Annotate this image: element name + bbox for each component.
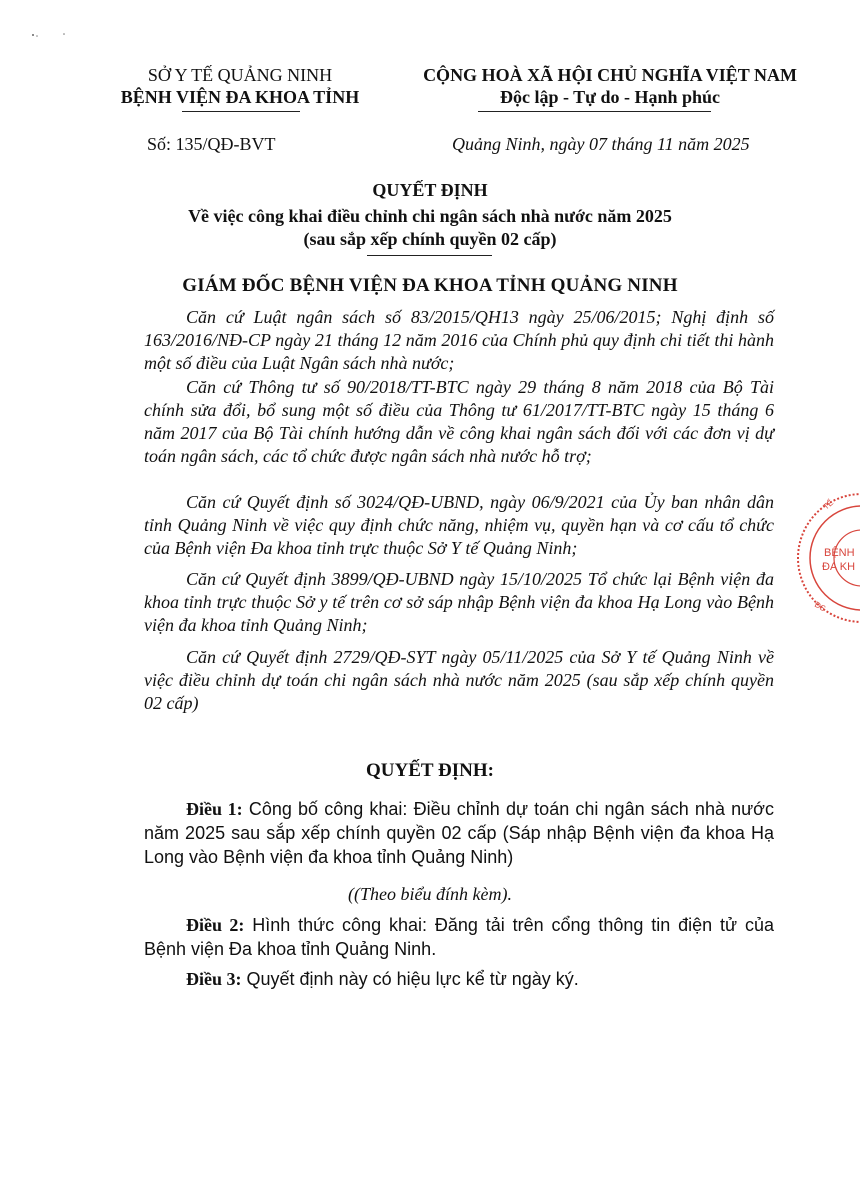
agency-name: BỆNH VIỆN ĐA KHOA TỈNH [120,87,360,107]
svg-text:ĐS: ĐS [813,599,828,614]
national-motto [400,64,820,108]
seal-line2: ĐA KH [822,561,856,573]
document-subtitle-line2: (sau sắp xếp chính quyền 02 cấp) [303,229,557,249]
official-seal-icon [790,488,860,628]
article-3 [144,967,774,991]
article-text: Hình thức công khai: Đăng tải trên cổng thông tin điện tử của Bệnh viện Đa khoa tỉnh Quảng Ninh. [144,915,774,959]
article-text: Quyết định này có hiệu lực kể từ ngày ký. [246,969,579,989]
agency-underline [182,111,300,112]
svg-text:TẾ: TẾ [821,498,836,512]
decision-heading: QUYẾT ĐỊNH: [366,760,494,781]
document-subtitle-line1: Về việc công khai điều chỉnh chi ngân sách nhà nước năm 2025 [188,206,672,226]
article-text: Công bố công khai: Điều chỉnh dự toán chi ngân sách nhà nước năm 2025 sau sắp xếp chính quyền 02 cấp (Sáp nhập Bệnh viện đa khoa Hạ Long vào Bệnh viện đa khoa tỉnh Quảng Ninh) [144,799,774,867]
scan-mark-icon [30,30,70,40]
legal-basis: Căn cứ Luật ngân sách số 83/2015/QH13 ngày 25/06/2015; Nghị định số 163/2016/NĐ-CP ngày 21 tháng 12 năm 2016 của Chính phủ quy định chi tiết thi hành một số điều của Luật Ngân sách nhà nước; [144,307,774,373]
article-label: Điều 2: [186,915,245,935]
agency-parent: SỞ Y TẾ QUẢNG NINH [147,65,333,85]
document-number: Số: 135/QĐ-BVT [147,134,276,154]
legal-basis: Căn cứ Thông tư số 90/2018/TT-BTC ngày 29 tháng 8 năm 2018 của Bộ Tài chính sửa đổi, bổ sung một số điều của Thông tư 61/2017/TT-BTC ngày 15 tháng 6 năm 2017 của Bộ Tài chính hướng dẫn về công khai ngân sách đối với các đơn vị dự toán ngân sách, các tổ chức được ngân sách nhà nước hỗ trợ; [144,377,774,466]
attachment-note: ((Theo biểu đính kèm). [348,884,512,904]
motto-underline [478,111,711,112]
place-date: Quảng Ninh, ngày 07 tháng 11 năm 2025 [452,134,750,154]
document-title: QUYẾT ĐỊNH [372,180,488,200]
legal-basis: Căn cứ Quyết định 2729/QĐ-SYT ngày 05/11/2025 của Sở Y tế Quảng Ninh về việc điều chỉnh dự toán chi ngân sách nhà nước năm 2025 (sau sắp xếp chính quyền 02 cấp) [144,647,774,713]
subtitle-underline [367,255,492,256]
article-label: Điều 1: [186,799,243,819]
issuing-authority: GIÁM ĐỐC BỆNH VIỆN ĐA KHOA TỈNH QUẢNG NINH [182,275,678,296]
article-2 [144,913,774,961]
legal-basis: Căn cứ Quyết định số 3024/QĐ-UBND, ngày 06/9/2021 của Ủy ban nhân dân tỉnh Quảng Ninh về việc quy định chức năng, nhiệm vụ, quyền hạn và cơ cấu tổ chức của Bệnh viện Đa khoa tỉnh trực thuộc Sở Y tế Quảng Ninh; [144,492,774,558]
article-1 [144,797,774,869]
motto: Độc lập - Tự do - Hạnh phúc [499,87,721,107]
seal-line1: BỆNH [824,547,855,559]
legal-basis: Căn cứ Quyết định 3899/QĐ-UBND ngày 15/10/2025 Tổ chức lại Bệnh viện đa khoa tỉnh trực thuộc Sở y tế trên cơ sở sáp nhập Bệnh viện đa khoa Hạ Long vào Bệnh viện đa khoa tỉnh Quảng Ninh; [144,569,774,635]
issuing-agency [100,64,380,108]
article-label: Điều 3: [186,969,242,989]
country-name: CỘNG HOÀ XÃ HỘI CHỦ NGHĨA VIỆT NAM [423,65,797,85]
